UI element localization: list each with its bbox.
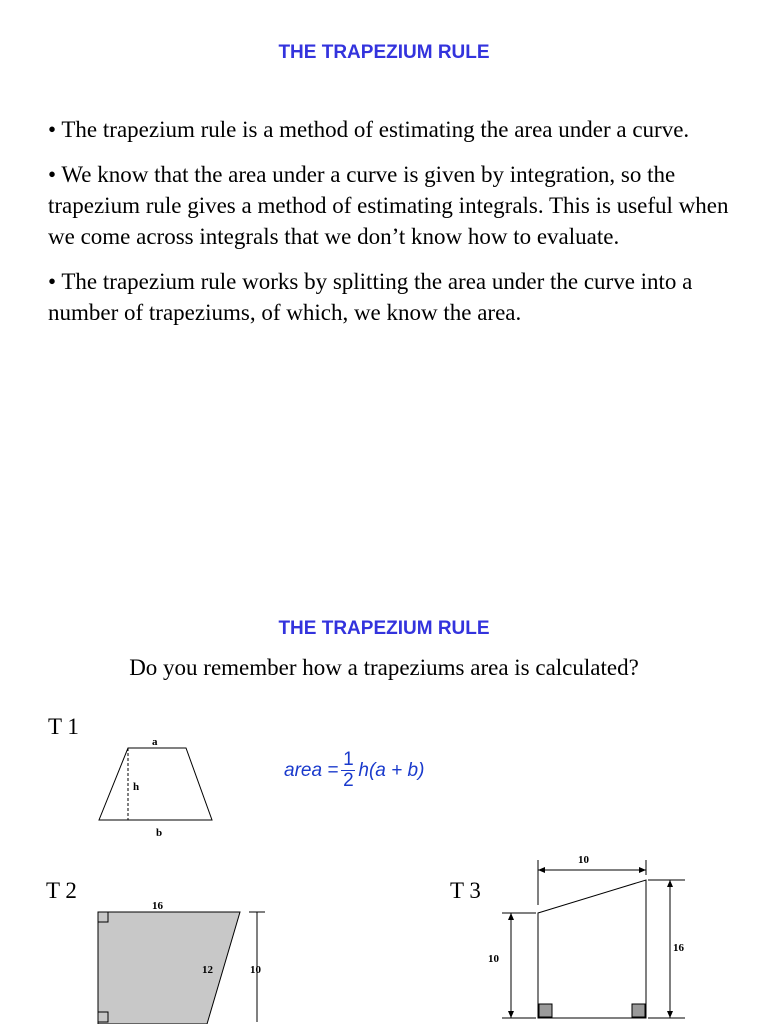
t2-label: T 2 — [46, 878, 77, 903]
t2-trapezium — [98, 912, 240, 1024]
t3-top-label: 10 — [578, 854, 589, 866]
formula-lhs: area = — [284, 759, 339, 781]
slide2-title: THE TRAPEZIUM RULE — [278, 618, 490, 639]
t1-diagram — [99, 736, 212, 839]
t2-slant-label: 12 — [202, 964, 213, 976]
slide1-title: THE TRAPEZIUM RULE — [278, 42, 490, 63]
t3-right-label: 16 — [673, 942, 684, 954]
t3-label: T 3 — [450, 878, 481, 903]
formula-numerator: 1 — [343, 749, 354, 770]
formula-denominator: 2 — [343, 770, 354, 791]
bullet-3: • The trapezium rule works by splitting the area under the curve into a number of trapeziums, of which, we know the area. — [48, 269, 693, 325]
question-text: Do you remember how a trapeziums area is calculated? — [129, 655, 639, 680]
t3-right-angle-left — [539, 1004, 552, 1017]
t3-diagram — [488, 854, 685, 1018]
t2-top-label: 16 — [152, 900, 163, 912]
bullet-2: • We know that the area under a curve is given by integration, so the trapezium rule gives a method of estimating integrals. This is useful when we come across integrals that we don’t know how to evaluate. — [48, 162, 729, 249]
t1-top-label: a — [152, 736, 158, 748]
t1-bottom-label: b — [156, 827, 163, 839]
t1-label: T 1 — [48, 714, 79, 739]
formula-rhs: h(a + b) — [358, 759, 425, 781]
t2-diagram — [98, 900, 265, 1024]
bullet-1: • The trapezium rule is a method of estimating the area under a curve. — [48, 117, 690, 142]
t1-trapezium — [99, 748, 212, 820]
t3-right-angle-right — [632, 1004, 645, 1017]
t3-trapezium — [538, 880, 646, 1018]
t1-height-label: h — [133, 781, 140, 793]
t2-height-label: 10 — [250, 964, 261, 976]
t3-left-label: 10 — [488, 953, 499, 965]
